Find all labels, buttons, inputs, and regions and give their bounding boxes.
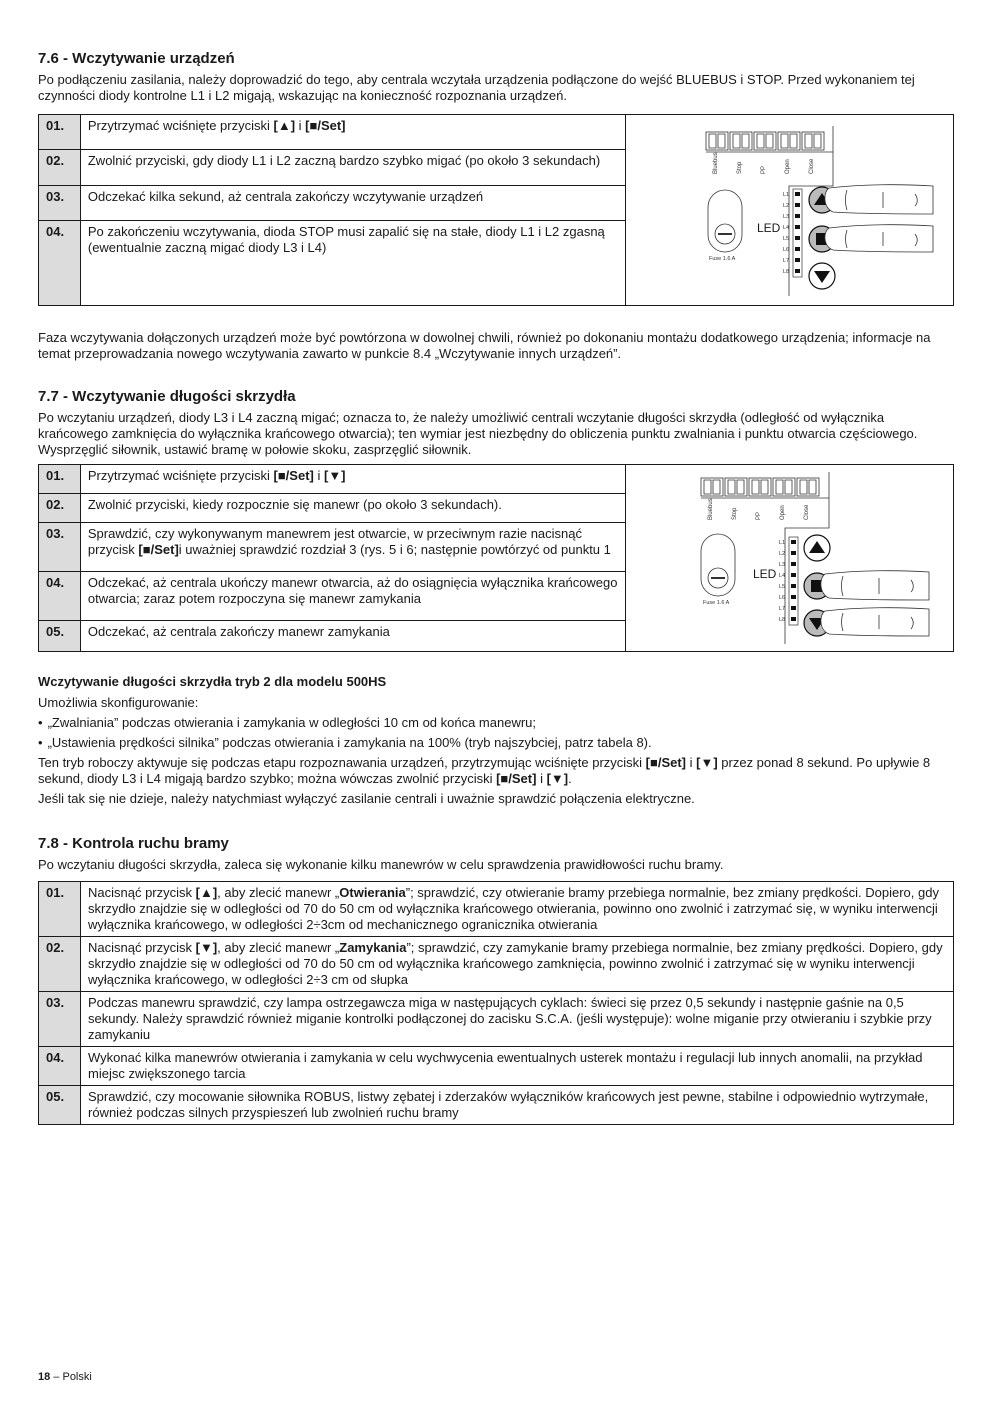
led-id: L1 — [783, 192, 790, 198]
step-text: Zwolnić przyciski, gdy diody L1 i L2 zaczną bardzo szybko migać (po około 3 sekundach) — [80, 150, 625, 185]
mode2-paragraph: Ten tryb roboczy aktywuje się podczas etapu rozpoznawania urządzeń, przytrzymując wciśnięte przyciski [■/Set] i [▼] przez ponad 8 sekund. Po upływie 8 sekund, diody L3 i L4 migają bardzo szybko; można wówczas zwolnić przyciski [■/Set] i [▼]. — [38, 755, 931, 786]
key-label: Otwierania — [339, 885, 406, 900]
table-row — [39, 465, 954, 494]
terminal-label: Stop — [732, 507, 738, 520]
step-text: Zwolnić przyciski, kiedy rozpocznie się manewr (po około 3 sekundach). — [80, 493, 625, 522]
step-text: Po zakończeniu wczytywania, dioda STOP musi zapalić się na stałe, diody L1 i L2 zgasną (ewentualnie zaczną migać diody L3 i L4) — [80, 221, 625, 306]
led-label: LED — [753, 567, 777, 581]
key-label: [■/Set] — [305, 118, 346, 133]
control-panel-figure-1 — [626, 115, 954, 306]
section-78-title: 7.8 - Kontrola ruchu bramy — [38, 835, 229, 852]
control-panel-illustration — [633, 118, 947, 298]
key-label: [■/Set] — [496, 771, 537, 786]
key-label: [▼] — [546, 771, 569, 786]
fuse-label: Fuse 1.6 A — [703, 600, 730, 606]
step-text: Odczekać kilka sekund, aż centrala zakończy wczytywanie urządzeń — [80, 185, 625, 220]
step-number: 02. — [39, 493, 81, 522]
fuse-holder — [701, 534, 735, 596]
table-row — [39, 937, 954, 992]
table-row — [39, 992, 954, 1047]
step-number: 01. — [39, 115, 81, 150]
led-id: L8 — [783, 269, 790, 275]
led-id: L4 — [779, 573, 786, 579]
terminal-label: Bluebus — [708, 498, 714, 520]
led-id: L2 — [779, 551, 786, 557]
step-text: Przytrzymać wciśnięte przyciski [■/Set] i [▼] — [80, 465, 625, 494]
step-number: 01. — [39, 882, 81, 937]
key-label: [■/Set] — [273, 468, 314, 483]
step-text: Odczekać, aż centrala ukończy manewr otwarcia, aż do osiągnięcia wyłącznika krańcowego otwarcia; zaraz potem rozpoczyna się manewr zamykania — [80, 571, 625, 620]
footer-language: – Polski — [50, 1371, 92, 1383]
table-row — [39, 1086, 954, 1125]
section-76-note: Faza wczytywania dołączonych urządzeń może być powtórzona w dowolnej chwili, również po dokonaniu montażu dodatkowego urządzenia; informacje na temat przeprowadzania nowego wczytywania zawarto w punkcie 8.4 „Wczytywanie innych urządzeń”. — [38, 330, 931, 361]
led-label: LED — [757, 221, 781, 235]
steps-table-78 — [38, 881, 954, 1125]
section-76-intro: Po podłączeniu zasilania, należy doprowadzić do tego, aby centrala wczytała urządzenia podłączone do wejść BLUEBUS i STOP. Przed wykonaniem tej czynności diody kontrolne L1 i L2 migają, wskazując na konieczność rozpoznania urządzeń. — [38, 72, 915, 103]
led-id: L6 — [779, 595, 786, 601]
page-number: 18 — [38, 1371, 51, 1383]
key-label: [▼] — [195, 940, 218, 955]
step-text: Nacisnąć przycisk [▲], aby zlecić manewr „Otwierania”; sprawdzić, czy otwieranie bramy przebiega normalnie, bez zmiany prędkości. Dopiero, gdy skrzydło znajdzie się w odległości od 70 do 50 cm od wyłącznika krańcowego otwierania, powinno ono zwolnić i zatrzymać się, w wyniku interwencji wyłącznika krańcowego, w odległości 2÷3cm od mechanicznego ogranicznika otwierania — [81, 882, 954, 937]
step-text: Odczekać, aż centrala zakończy manewr zamykania — [80, 621, 625, 652]
led-id: L5 — [783, 236, 790, 242]
key-label: [■/Set] — [645, 755, 687, 770]
led-id: L7 — [783, 258, 790, 264]
led-id: L5 — [779, 584, 786, 590]
step-number: 03. — [39, 185, 81, 220]
terminal-label: Close — [809, 158, 815, 174]
step-number: 03. — [39, 522, 81, 571]
led-id: L3 — [779, 562, 786, 568]
section-77-intro: Po wczytaniu urządzeń, diody L3 i L4 zaczną migać; oznacza to, że należy umożliwić centrali wczytanie długości skrzydła (odległość od wyłącznika krańcowego zamknięcia do wyłącznika krańcowego otwarcia); ten wymiar jest niezbędny do obliczenia punktu zwalniania i punktu otwarcia częściowego. Wysprzęglić siłownik, ustawić bramę w połowie skoku, zasprzęglić siłownik. — [38, 410, 918, 457]
step-number: 01. — [39, 465, 81, 494]
step-number: 04. — [39, 221, 81, 306]
step-number: 02. — [39, 937, 81, 992]
steps-table-77 — [38, 464, 954, 652]
step-text: Sprawdzić, czy wykonywanym manewrem jest otwarcie, w przeciwnym razie nacisnąć przycisk [■/Set]i uważniej sprawdzić rozdział 3 (rys. 5 i 6; następnie powtórzyć od punktu 1 — [80, 522, 625, 571]
terminal-label: Stop — [737, 161, 743, 174]
key-label: [▼] — [696, 755, 718, 770]
terminal-label: Open — [785, 159, 791, 174]
terminal-label: PP — [756, 511, 762, 520]
section-77-title: 7.7 - Wczytywanie długości skrzydła — [38, 388, 296, 405]
step-text: Nacisnąć przycisk [▼], aby zlecić manewr „Zamykania”; sprawdzić, czy zamykanie bramy przebiega normalnie, bez zmiany prędkości. Dopiero, gdy skrzydło znajdzie się w odległości od 70 do 50 cm od wyłącznika krańcowego zamknięcia, powinno zwolnić i zatrzymać się w wyniku interwencji wyłącznika krańcowego, w odległości 2÷3 cm od słupka — [81, 937, 954, 992]
page — [38, 50, 954, 1125]
key-label: Zamykania — [339, 940, 407, 955]
mode2-bullet: • „Zwalniania” podczas otwierania i zamykania w odległości 10 cm od końca manewru; — [38, 715, 954, 731]
step-number: 03. — [39, 992, 81, 1047]
control-panel-illustration — [633, 468, 947, 644]
mode2-title: Wczytywanie długości skrzydła tryb 2 dla modelu 500HS — [38, 674, 387, 689]
step-number: 05. — [39, 1086, 81, 1125]
key-label: [▲] — [195, 885, 218, 900]
control-panel-figure-2 — [626, 465, 954, 652]
steps-table-76 — [38, 114, 954, 306]
led-id: L6 — [783, 247, 790, 253]
finger-icon — [821, 571, 929, 636]
step-number: 04. — [39, 571, 81, 620]
terminal-label: Close — [804, 504, 810, 520]
step-text: Wykonać kilka manewrów otwierania i zamykania w celu wychwycenia ewentualnych usterek montażu i regulacji lub innych anomalii, na przykład miejsc zwiększonego tarcia — [81, 1047, 954, 1086]
table-row — [39, 1047, 954, 1086]
step-text: Podczas manewru sprawdzić, czy lampa ostrzegawcza miga w następujących cyklach: świeci się przez 0,5 sekundy i następnie gaśnie na 0,5 sekundy. Należy sprawdzić również miganie kontrolki podłączonej do zacisku S.C.A. (jeśli występuje): wolne miganie przy otwieraniu i szybkie przy zamykaniu — [81, 992, 954, 1047]
section-78-intro: Po wczytaniu długości skrzydła, zaleca się wykonanie kilku manewrów w celu sprawdzenia prawidłowości ruchu bramy. — [38, 857, 724, 872]
page-footer — [38, 1371, 92, 1383]
step-text: Przytrzymać wciśnięte przyciski [▲] i [■/Set] — [80, 115, 625, 150]
mode2-intro: Umożliwia skonfigurowanie: — [38, 695, 199, 710]
led-id: L4 — [783, 225, 790, 231]
key-label: [▲] — [273, 118, 296, 133]
mode2-bullet: • „Ustawienia prędkości silnika” podczas otwierania i zamykania na 100% (tryb najszybciej, patrz tabela 8). — [38, 735, 954, 751]
key-label: [■/Set] — [138, 541, 179, 557]
terminal-label: PP — [761, 165, 767, 174]
fuse-holder — [708, 190, 742, 252]
step-number: 05. — [39, 621, 81, 652]
led-id: L3 — [783, 214, 790, 220]
led-id: L7 — [779, 606, 786, 612]
fuse-label: Fuse 1.6 A — [709, 256, 736, 262]
terminal-label: Open — [780, 505, 786, 520]
led-id: L1 — [779, 540, 786, 546]
led-id: L2 — [783, 203, 790, 209]
step-number: 04. — [39, 1047, 81, 1086]
step-number: 02. — [39, 150, 81, 185]
mode2-warning: Jeśli tak się nie dzieje, należy natychmiast wyłączyć zasilanie centrali i uważnie sprawdzić połączenia elektryczne. — [38, 791, 695, 806]
led-id: L8 — [779, 617, 786, 623]
table-row — [39, 115, 954, 150]
section-76-title: 7.6 - Wczytywanie urządzeń — [38, 50, 235, 67]
step-text: Sprawdzić, czy mocowanie siłownika ROBUS, listwy zębatej i zderzaków wyłączników krańcowych jest pewne, stabilne i odpowiednio wytrzymałe, również podczas silnych przyspieszeń lub zwolnień ruchu bramy — [81, 1086, 954, 1125]
terminal-label: Bluebus — [713, 152, 719, 174]
finger-icon — [825, 185, 933, 252]
table-row — [39, 882, 954, 937]
key-label: [▼] — [323, 468, 346, 483]
